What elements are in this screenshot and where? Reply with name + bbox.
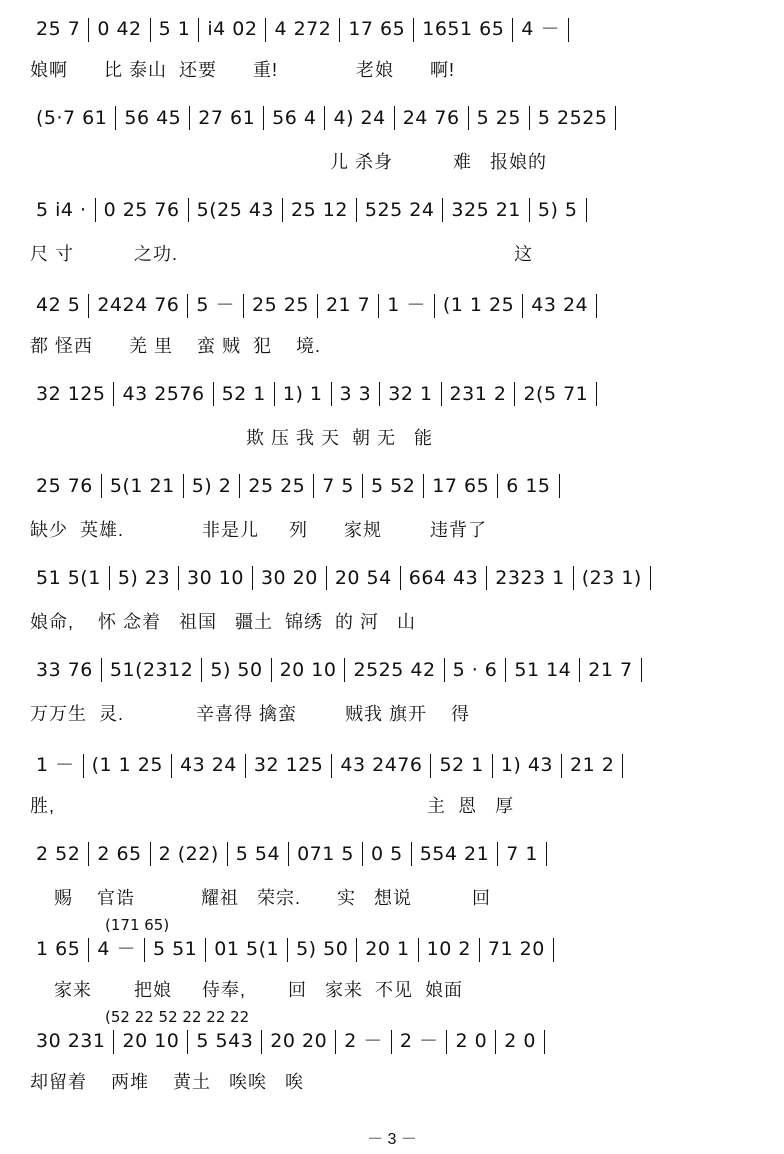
measure: 27 61: [198, 106, 256, 129]
measure: 525 24: [364, 198, 435, 221]
notation-line: [30, 106, 760, 140]
notation-line: [30, 750, 760, 784]
measure: 32 125: [253, 754, 324, 776]
barline: [252, 566, 253, 590]
barline: [282, 198, 283, 222]
barline: [183, 474, 184, 498]
barline: [288, 842, 289, 866]
measure: 30 20: [260, 566, 318, 589]
barline: [413, 18, 414, 42]
barline: [596, 294, 597, 318]
measure: 42 5: [36, 294, 81, 316]
barline: [529, 198, 530, 222]
measure: 1) 1: [282, 382, 323, 405]
barline: [344, 658, 345, 682]
measure: 25 12: [291, 198, 348, 221]
measure: i4 02: [207, 18, 258, 40]
measure: 21 2: [570, 754, 615, 776]
barline: [418, 938, 419, 962]
barline: [83, 754, 84, 778]
barline: [446, 1030, 447, 1054]
barline: [331, 382, 332, 406]
notation-line: [30, 14, 760, 48]
measure: 231 2: [449, 382, 507, 405]
barline: [529, 106, 530, 130]
measure: 5 54: [235, 842, 281, 865]
barline: [178, 566, 179, 590]
barline: [378, 294, 379, 318]
barline: [430, 754, 431, 778]
barline: [287, 938, 288, 962]
lyrics-line: 儿 杀身 难 报娘的: [30, 152, 548, 172]
barline: [579, 658, 580, 682]
measure: 5 2525: [537, 106, 608, 129]
notation-line: [30, 290, 760, 324]
measure: 56 4: [272, 106, 317, 129]
measure: 2525 42: [353, 658, 436, 681]
barline: [356, 938, 357, 962]
measure: 5) 50: [210, 658, 263, 681]
measure: 5 －: [196, 294, 236, 316]
measure: 21 7: [588, 658, 633, 681]
notation-line: [30, 566, 760, 600]
barline: [553, 938, 554, 962]
measure: 7 1: [506, 842, 538, 865]
barline: [650, 566, 651, 590]
barline: [444, 658, 445, 682]
lyrics-line: 欺 压 我 天 朝 无 能: [30, 428, 434, 448]
measure: 5 51: [152, 938, 198, 960]
measure: 43 2476: [340, 754, 423, 776]
barline: [274, 382, 275, 406]
barline: [468, 106, 469, 130]
measure: 01 5(1: [214, 938, 280, 960]
barline: [512, 18, 513, 42]
measure: 5 i4 ·: [36, 198, 87, 221]
barline: [442, 198, 443, 222]
measure: 5) 2: [191, 474, 232, 497]
barline: [205, 938, 206, 962]
lyrics-line: 缺少 英雄. 非是儿 列 家规 违背了: [30, 520, 488, 540]
measure: 1 －: [387, 294, 426, 316]
barline: [88, 294, 89, 318]
measure: 51(2312: [109, 658, 194, 681]
barline: [335, 1030, 336, 1054]
measure: 2 －: [399, 1030, 439, 1052]
measure: 43 2576: [122, 382, 205, 405]
barline: [492, 754, 493, 778]
measure: 7 5: [322, 474, 354, 497]
measure: 2 0: [455, 1030, 488, 1052]
measure: 5 52: [370, 474, 416, 497]
page-number: － 3 －: [367, 1131, 417, 1148]
lyrics-line: 都 怪西 羌 里 蛮 贼 犯 境.: [30, 336, 322, 356]
notation-line: [30, 382, 760, 416]
measure: 5(25 43: [196, 198, 275, 221]
measure: 32 1: [388, 382, 433, 405]
measure: 17 65: [348, 18, 406, 40]
barline: [356, 198, 357, 222]
measure: 30 10: [187, 566, 244, 589]
measure: 51 14: [514, 658, 572, 681]
notation-line: [30, 474, 760, 508]
barline: [568, 18, 569, 42]
measure: 5) 5: [537, 198, 578, 221]
measure: 325 21: [451, 198, 521, 221]
measure: 2424 76: [97, 294, 180, 316]
barline: [522, 294, 523, 318]
barline: [150, 18, 151, 42]
barline: [171, 754, 172, 778]
measure: 4 －: [97, 938, 136, 960]
lyrics-line: 家来 把娘 侍奉, 回 家来 不见 娘面: [30, 980, 464, 1000]
lyrics-line: 赐 官诰 耀祖 荣宗. 实 想说 回: [30, 888, 492, 908]
measure: 1651 65: [422, 18, 505, 40]
measure: 20 54: [334, 566, 392, 589]
measure: 51 5(1: [36, 566, 101, 589]
measure: 2 65: [97, 842, 142, 865]
measure: 2 0: [504, 1030, 536, 1052]
lyrics-line: 娘命, 怀 念着 祖国 疆土 锦绣 的 河 山: [30, 612, 417, 632]
barline: [187, 294, 188, 318]
measure: 2 52: [36, 842, 81, 865]
barline: [546, 842, 547, 866]
measure: 20 20: [270, 1030, 328, 1052]
barline: [144, 938, 145, 962]
measure: 5) 50: [296, 938, 349, 960]
measure: 10 2: [426, 938, 471, 960]
measure: 21 7: [325, 294, 371, 316]
measure: 30 231: [36, 1030, 106, 1052]
barline: [326, 566, 327, 590]
measure: 52 1: [439, 754, 484, 776]
barline: [495, 1030, 496, 1054]
measure: 5) 23: [117, 566, 171, 589]
barline: [544, 1030, 545, 1054]
barline: [596, 382, 597, 406]
notation-line: [30, 658, 760, 692]
barline: [486, 566, 487, 590]
barline: [497, 474, 498, 498]
barline: [441, 382, 442, 406]
measure: (1 1 25: [442, 294, 515, 316]
measure: 2 －: [344, 1030, 383, 1052]
measure: 2 (22): [158, 842, 219, 865]
grace-notes-annotation: (52 22 52 22 22 22: [105, 1008, 250, 1026]
grace-notes-annotation: (171 65): [105, 916, 170, 934]
barline: [263, 106, 264, 130]
barline: [115, 106, 116, 130]
barline: [573, 566, 574, 590]
measure: 20 1: [365, 938, 410, 960]
lyrics-line: 却留着 两堆 黄土 唉唉 唉: [30, 1072, 305, 1092]
barline: [561, 754, 562, 778]
barline: [271, 658, 272, 682]
barline: [243, 294, 244, 318]
barline: [88, 842, 89, 866]
measure: 554 21: [419, 842, 490, 865]
measure: 0 5: [370, 842, 403, 865]
notation-line: [30, 842, 760, 876]
notation-line: [30, 1026, 760, 1060]
measure: 1) 43: [500, 754, 553, 776]
barline: [479, 938, 480, 962]
barline: [150, 842, 151, 866]
barline: [313, 474, 314, 498]
measure: 0 42: [97, 18, 142, 40]
barline: [201, 658, 202, 682]
barline: [379, 382, 380, 406]
barline: [101, 658, 102, 682]
measure: 71 20: [487, 938, 545, 960]
barline: [324, 106, 325, 130]
barline: [559, 474, 560, 498]
measure: 24 76: [402, 106, 460, 129]
barline: [95, 198, 96, 222]
barline: [391, 1030, 392, 1054]
barline: [317, 294, 318, 318]
barline: [339, 18, 340, 42]
lyrics-line: 万万生 灵. 辛喜得 擒蛮 贼我 旗开 得: [30, 704, 471, 724]
measure: 3 3: [339, 382, 372, 405]
barline: [362, 842, 363, 866]
barline: [615, 106, 616, 130]
barline: [331, 754, 332, 778]
measure: 56 45: [124, 106, 182, 129]
measure: 32 125: [36, 382, 106, 405]
barline: [586, 198, 587, 222]
measure: 664 43: [408, 566, 479, 589]
measure: 17 65: [432, 474, 490, 497]
measure: 2(5 71: [523, 382, 589, 405]
measure: (5·7 61: [36, 106, 108, 129]
measure: 25 25: [248, 474, 306, 497]
barline: [265, 18, 266, 42]
measure: 25 25: [252, 294, 309, 316]
measure: 33 76: [36, 658, 93, 681]
measure: 4 －: [521, 18, 560, 40]
lyrics-line: 尺 寸 之功. 这: [30, 244, 534, 264]
measure: 5 1: [158, 18, 191, 40]
measure: 4 272: [274, 18, 332, 40]
measure: 20 10: [279, 658, 337, 681]
measure: 4) 24: [333, 106, 386, 129]
barline: [101, 474, 102, 498]
barline: [497, 842, 498, 866]
barline: [188, 198, 189, 222]
barline: [245, 754, 246, 778]
barline: [622, 754, 623, 778]
barline: [88, 18, 89, 42]
measure: 20 10: [122, 1030, 180, 1052]
measure: 5 543: [196, 1030, 254, 1052]
measure: 43 24: [180, 754, 237, 776]
barline: [213, 382, 214, 406]
measure: 0 25 76: [103, 198, 180, 221]
barline: [505, 658, 506, 682]
barline: [113, 1030, 114, 1054]
lyrics-line: 娘啊 比 泰山 还要 重! 老娘 啊!: [30, 60, 456, 80]
barline: [641, 658, 642, 682]
notation-line: [30, 934, 760, 968]
barline: [187, 1030, 188, 1054]
measure: 25 76: [36, 474, 93, 497]
measure: 6 15: [506, 474, 551, 497]
barline: [88, 938, 89, 962]
measure: 52 1: [221, 382, 266, 405]
measure: (23 1): [581, 566, 642, 589]
measure: 25 7: [36, 18, 81, 40]
barline: [239, 474, 240, 498]
measure: (1 1 25: [91, 754, 163, 776]
barline: [394, 106, 395, 130]
barline: [400, 566, 401, 590]
measure: 2323 1: [495, 566, 565, 589]
barline: [423, 474, 424, 498]
barline: [434, 294, 435, 318]
measure: 5(1 21: [109, 474, 175, 497]
measure: 1 －: [36, 754, 75, 776]
barline: [189, 106, 190, 130]
measure: 1 65: [36, 938, 81, 960]
barline: [261, 1030, 262, 1054]
barline: [113, 382, 114, 406]
notation-line: [30, 198, 760, 232]
measure: 43 24: [531, 294, 589, 316]
measure: 5 · 6: [452, 658, 498, 681]
barline: [362, 474, 363, 498]
measure: 071 5: [297, 842, 354, 865]
barline: [227, 842, 228, 866]
barline: [198, 18, 199, 42]
lyrics-line: 胜, 主 恩 厚: [30, 796, 515, 816]
measure: 5 25: [476, 106, 521, 129]
barline: [411, 842, 412, 866]
barline: [514, 382, 515, 406]
barline: [109, 566, 110, 590]
